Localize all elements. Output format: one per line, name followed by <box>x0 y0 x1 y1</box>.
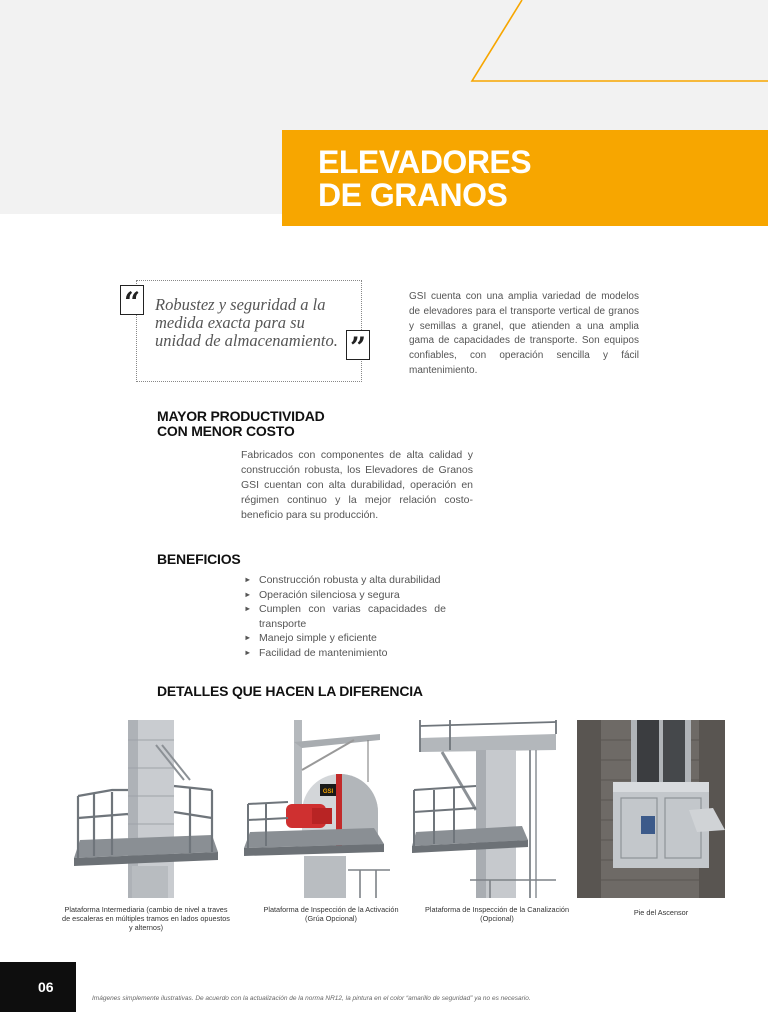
page-number: 06 <box>0 962 76 1012</box>
intro-paragraph: GSI cuenta con una amplia variedad de modelos de elevadores para el transporte vertical de granos y semillas a granel, que atienden a una amplia gama de capacidades de transporte. Son equipos confiables, con operación sencilla y fácil mantenimiento. <box>409 291 639 376</box>
list-item: ► Construcción robusta y alta durabilidad <box>244 573 446 588</box>
productivity-heading-line-1: MAYOR PRODUCTIVIDAD <box>157 408 325 424</box>
footnote: Imágenes simplemente ilustrativas. De acuerdo con la actualización de la norma NR12, la pintura en el color “amarillo de seguridad” ya no es necesario. <box>92 995 531 1002</box>
productivity-paragraph: Fabricados con componentes de alta calidad y construcción robusta, los Elevadores de Granos GSI cuentan con alta durabilidad, operación en régimen continuo y la mejor relación costo-beneficio para su producción. <box>241 449 473 521</box>
list-item: ► Facilidad de mantenimiento <box>244 646 446 661</box>
photo-conveyor-platform <box>410 720 558 898</box>
photo-caption: Plataforma de Inspección de la Canalización (Opcional) <box>425 905 569 923</box>
quote-text: Robustez y seguridad a la medida exacta para su unidad de almacenamiento. <box>155 295 338 350</box>
title-line-1: ELEVADORES <box>318 144 532 180</box>
productivity-heading-line-2: CON MENOR COSTO <box>157 423 295 439</box>
list-item: ► Manejo simple y eficiente <box>244 631 446 646</box>
decorative-line <box>0 0 768 90</box>
benefits-list <box>244 573 446 660</box>
title-line-2: DE GRANOS <box>318 177 508 213</box>
photo-caption: Plataforma Intermediaria (cambio de nivel a traves de escaleras en múltiples tramos en lados opuestos y alternos) <box>62 905 230 932</box>
gsi-label: GSI <box>322 789 334 795</box>
photo-drive-platform <box>244 720 392 898</box>
list-item: ► Operación silenciosa y segura <box>244 588 446 603</box>
photo-intermediate-platform <box>72 720 220 898</box>
page-title <box>282 130 768 226</box>
list-item: ► Cumplen con varias capacidades de transporte <box>244 602 446 631</box>
quote-close-icon: ” <box>346 330 370 360</box>
productivity-heading <box>157 409 417 439</box>
photo-caption: Pie del Ascensor <box>633 908 689 917</box>
photo-elevator-boot <box>577 720 725 898</box>
details-heading: DETALLES QUE HACEN LA DIFERENCIA <box>157 683 423 699</box>
benefits-heading: BENEFICIOS <box>157 551 241 567</box>
photo-caption: Plataforma de Inspección de la Activación (Grúa Opcional) <box>263 905 399 923</box>
quote-open-icon: “ <box>120 285 144 315</box>
